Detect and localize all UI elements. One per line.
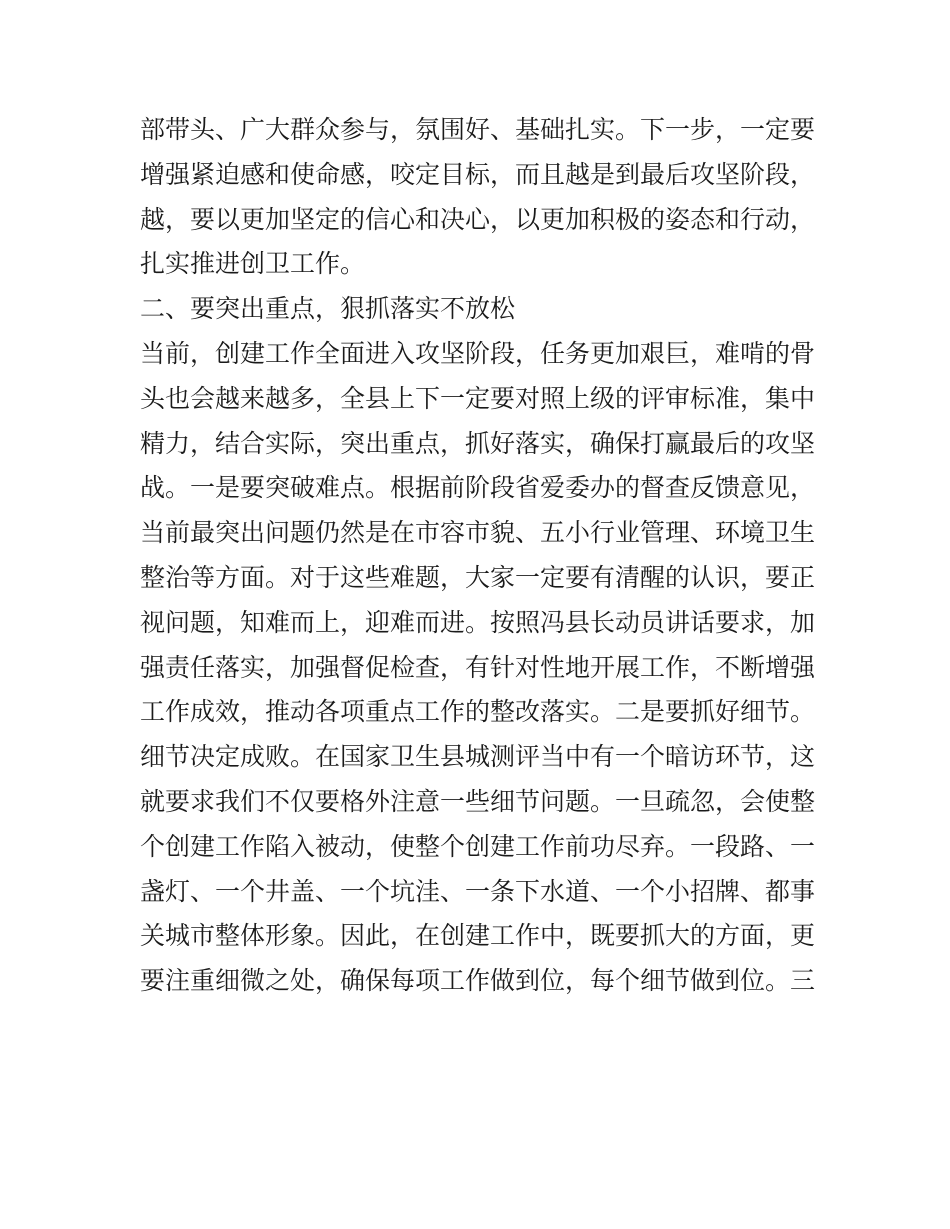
text-line: 当前最突出问题仍然是在市容市貌、五小行业管理、环境卫生 (140, 518, 816, 548)
body-text (140, 108, 820, 1004)
text-line: 强责任落实，加强督促检查，有针对性地开展工作，不断增强 (140, 652, 816, 682)
text-line: 细节决定成败。在国家卫生县城测评当中有一个暗访环节，这 (140, 742, 816, 772)
text-line: 部带头、广大群众参与，氛围好、基础扎实。下一步，一定要 (140, 115, 816, 144)
text-line: 扎实推进创卫工作。 (140, 249, 366, 279)
text-line: 关城市整体形象。因此，在创建工作中，既要抓大的方面，更 (140, 921, 816, 951)
text-line: 工作成效，推动各项重点工作的整改落实。二是要抓好细节。 (140, 697, 816, 727)
text-line: 头也会越来越多，全县上下一定要对照上级的评审标准，集中 (140, 383, 816, 413)
text-line: 盏灯、一个井盖、一个坑洼、一条下水道、一个小招牌、都事 (140, 876, 816, 906)
text-line: 要注重细微之处，确保每项工作做到位，每个细节做到位。三 (140, 966, 816, 996)
text-line: 就要求我们不仅要格外注意一些细节问题。一旦疏忽，会使整 (140, 786, 816, 816)
text-line: 战。一是要突破难点。根据前阶段省爱委办的督查反馈意见， (140, 473, 816, 503)
text-line: 个创建工作陷入被动，使整个创建工作前功尽弃。一段路、一 (140, 831, 816, 861)
text-line: 视问题，知难而上，迎难而进。按照冯县长动员讲话要求，加 (140, 607, 816, 637)
section-heading: 二、要突出重点，狠抓落实不放松 (140, 294, 516, 324)
text-line: 当前，创建工作全面进入攻坚阶段，任务更加艰巨，难啃的骨 (140, 338, 816, 368)
text-line: 精力，结合实际，突出重点，抓好落实，确保打赢最后的攻坚 (140, 428, 816, 458)
text-line: 增强紧迫感和使命感，咬定目标，而且越是到最后攻坚阶段， (140, 159, 816, 189)
text-line: 越，要以更加坚定的信心和决心，以更加积极的姿态和行动， (140, 204, 816, 234)
text-line: 整治等方面。对于这些难题，大家一定要有清醒的认识，要正 (140, 562, 816, 592)
